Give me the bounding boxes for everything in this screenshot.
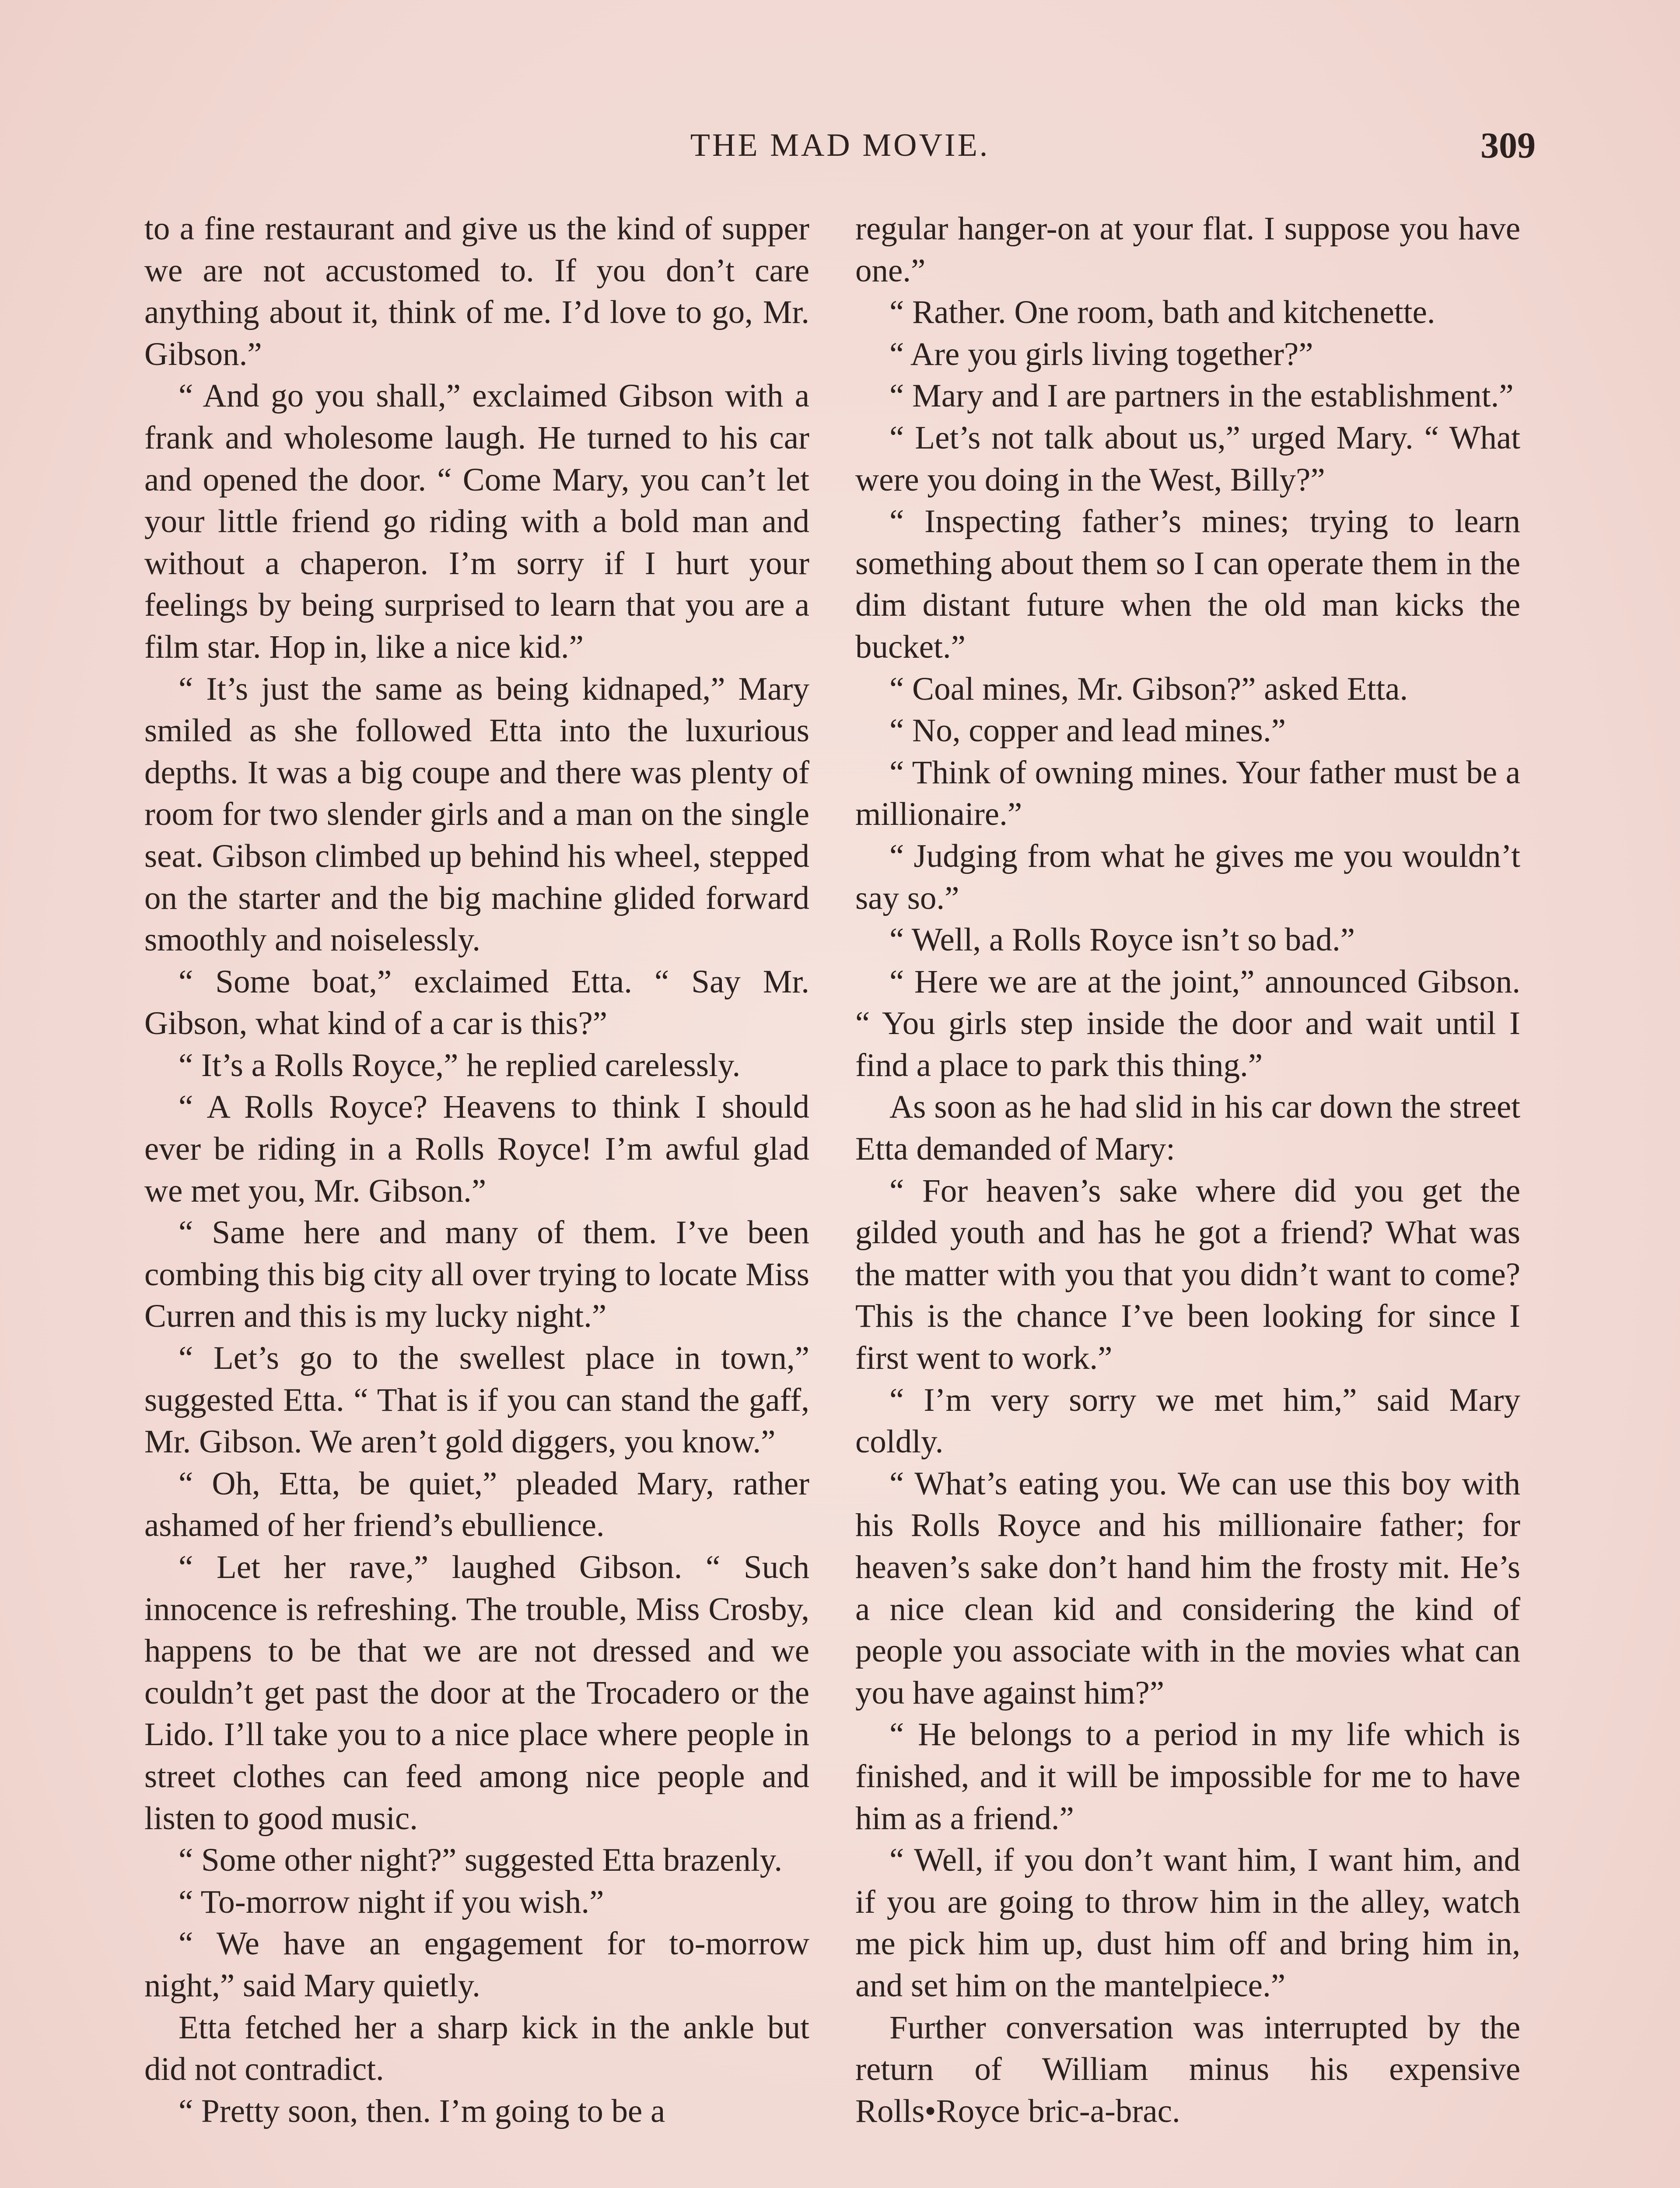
paragraph: “ Let’s not talk about us,” urged Mary. “ What were you doing in the West, Billy?” <box>855 419 1520 498</box>
paragraph: Etta fetched her a sharp kick in the ankle but did not contradict. <box>144 2009 809 2088</box>
page-header <box>144 127 1536 188</box>
paragraph: “ Some boat,” exclaimed Etta. “ Say Mr. Gibson, what kind of a car is this?” <box>144 963 809 1042</box>
paragraph: “ Well, a Rolls Royce isn’t so bad.” <box>889 922 1355 958</box>
paragraph: As soon as he had slid in his car down the street Etta demanded of Mary: <box>855 1089 1520 1168</box>
paragraph: “ Mary and I are partners in the establishment.” <box>889 378 1514 414</box>
paragraph: regular hanger-on at your flat. I suppose you have one.” <box>855 210 1520 289</box>
paragraph: to a fine restaurant and give us the kind of supper we are not accustomed to. If you don’t care anything about it, think of me. I’d love to go, Mr. Gibson.” <box>144 210 809 372</box>
paragraph: “ To-morrow night if you wish.” <box>178 1883 604 1920</box>
paragraph: “ Same here and many of them. I’ve been combing this big city all over trying to locate Miss Curren and this is my lucky night.” <box>144 1214 809 1335</box>
paragraph: “ What’s eating you. We can use this boy with his Rolls Royce and his millionaire father; for heaven’s sake don’t hand him the frosty mit. He’s a nice clean kid and considering the kind of people you associate with in the movies what can you have against him?” <box>855 1465 1520 1711</box>
paragraph: “ Judging from what he gives me you wouldn’t say so.” <box>855 838 1520 916</box>
paragraph: “ Inspecting father’s mines; trying to learn something about them so I can operate them in the dim distant future when the old man kicks the bucket.” <box>855 503 1520 665</box>
running-title: THE MAD MOVIE. <box>690 127 990 163</box>
paragraph: Further conversation was interrupted by the return of William minus his expensive Rolls•Royce bric-a-brac. <box>855 2009 1520 2129</box>
paragraph: “ It’s just the same as being kidnaped,” Mary smiled as she followed Etta into the luxurious depths. It was a big coupe and there was plenty of room for two slender girls and a man on the single seat. Gibson climbed up behind his wheel, stepped on the starter and the big machine glided forward smoothly and noiselessly. <box>144 670 809 958</box>
paragraph: “ Well, if you don’t want him, I want him, and if you are going to throw him in the alley, watch me pick him up, dust him off and bring him in, and set him on the mantelpiece.” <box>855 1842 1520 2004</box>
paragraph: “ We have an engagement for to-morrow night,” said Mary quietly. <box>144 1925 809 2004</box>
paragraph: “ A Rolls Royce? Heavens to think I should ever be riding in a Rolls Royce! I’m awful glad we met you, Mr. Gibson.” <box>144 1089 809 1209</box>
paragraph: “ Pretty soon, then. I’m going to be a <box>178 2093 665 2129</box>
page-number: 309 <box>1480 125 1536 166</box>
paragraph: “ Here we are at the joint,” announced Gibson. “ You girls step inside the door and wait until I find a place to park this thing.” <box>855 963 1520 1083</box>
paragraph: “ And go you shall,” exclaimed Gibson with a frank and wholesome laugh. He turned to his car and opened the door. “ Come Mary, you can’t let your little friend go riding with a bold man and without a chaperon. I’m sorry if I hurt your feelings by being surprised to learn that you are a film star. Hop in, like a nice kid.” <box>144 378 809 665</box>
paragraph: “ Let her rave,” laughed Gibson. “ Such innocence is refreshing. The trouble, Miss Crosby, happens to be that we are not dressed and we couldn’t get past the door at the Trocadero or the Lido. I’ll take you to a nice place where people in street clothes can feed among nice people and listen to good music. <box>144 1549 809 1837</box>
paragraph: “ Rather. One room, bath and kitchenette. <box>889 294 1435 331</box>
paragraph: “ No, copper and lead mines.” <box>889 712 1286 749</box>
paragraph: “ He belongs to a period in my life which is finished, and it will be impossible for me to have him as a friend.” <box>855 1716 1520 1837</box>
left-column <box>144 208 809 2132</box>
paragraph: “ Oh, Etta, be quiet,” pleaded Mary, rather ashamed of her friend’s ebullience. <box>144 1465 809 1544</box>
paragraph: “ Some other night?” suggested Etta brazenly. <box>178 1842 783 1879</box>
paragraph: “ I’m very sorry we met him,” said Mary coldly. <box>855 1382 1520 1460</box>
paragraph: “ Coal mines, Mr. Gibson?” asked Etta. <box>889 670 1408 707</box>
paragraph: “ Think of owning mines. Your father must be a millionaire.” <box>855 754 1520 833</box>
paragraph: “ It’s a Rolls Royce,” he replied carelessly. <box>178 1047 741 1083</box>
paragraph: “ Let’s go to the swellest place in town,” suggested Etta. “ That is if you can stand the gaff, Mr. Gibson. We aren’t gold diggers, you know.” <box>144 1340 809 1460</box>
paragraph: “ Are you girls living together?” <box>889 336 1313 372</box>
right-column <box>855 208 1520 2132</box>
paragraph: “ For heaven’s sake where did you get the gilded youth and has he got a friend? What was the matter with you that you didn’t want to come? This is the chance I’ve been looking for since I first went to work.” <box>855 1172 1520 1377</box>
